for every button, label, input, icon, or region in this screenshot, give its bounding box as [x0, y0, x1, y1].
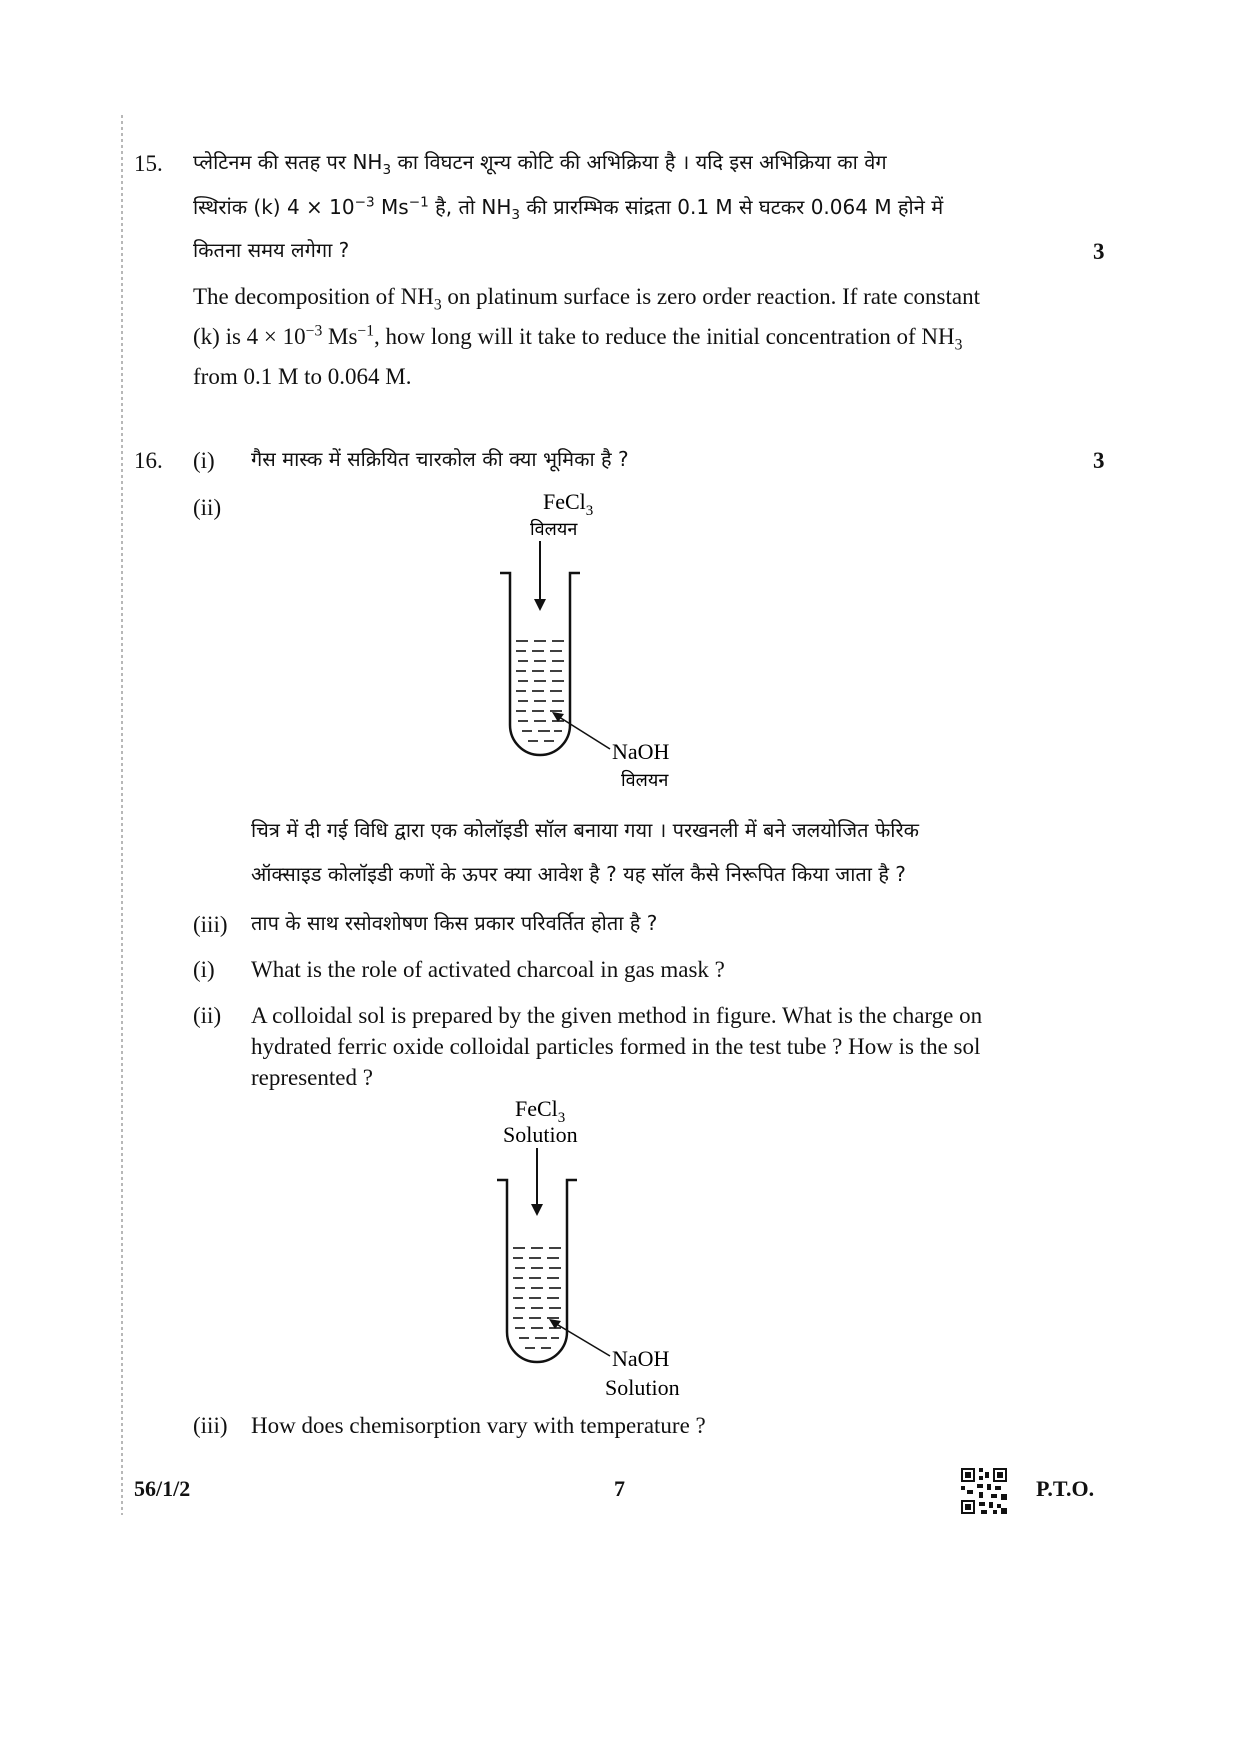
q16-en-ii-line-3: represented ?	[251, 1065, 373, 1090]
q16-hi-i-label: (i)	[193, 448, 215, 473]
figure-hi-top-label: विलयन	[530, 519, 578, 540]
figure-hi-naoh: NaOH	[612, 739, 670, 764]
figure-hi-bottom-label: विलयन	[621, 770, 669, 791]
q16-hi-ii-line-1: चित्र में दी गई विधि द्वारा एक कोलॉइडी सॉल बनाया गया । परखनली में बने जलयोजित फेरिक	[251, 818, 920, 842]
q16-en-iii-text: How does chemisorption vary with temperature ?	[251, 1413, 706, 1438]
figure-test-tube-hindi	[470, 485, 710, 795]
q16-en-iii-label: (iii)	[193, 1413, 228, 1438]
q16-hi-iii-text: ताप के साथ रसोवशोषण किस प्रकार परिवर्तित होता है ?	[251, 911, 658, 935]
figure-hi-fecl3: FeCl$_3$	[543, 489, 594, 519]
q15-hindi-line-3: कितना समय लगेगा ?	[193, 238, 350, 262]
q15-english-line-1: The decomposition of $NH_3$ on platinum surface is zero order reaction. If rate constant	[193, 284, 980, 314]
figure-en-naoh: NaOH	[612, 1346, 670, 1371]
figure-en-top-label: Solution	[503, 1122, 578, 1147]
q16-marks: 3	[1093, 448, 1105, 473]
figure-en-bottom-label: Solution	[605, 1375, 680, 1400]
qr-code-icon	[961, 1468, 1007, 1514]
q16-hi-iii-label: (iii)	[193, 912, 228, 937]
q16-hi-i-text: गैस मास्क में सक्रियित चारकोल की क्या भूमिका है ?	[251, 447, 629, 471]
q16-hi-ii-line-2: ऑक्साइड कोलॉइडी कणों के ऊपर क्या आवेश है ? यह सॉल कैसे निरूपित किया जाता है ?	[251, 862, 906, 886]
q16-number: 16.	[134, 448, 163, 473]
q15-marks: 3	[1093, 239, 1105, 264]
q15-hindi-line-2: स्थिरांक (k) $4 \times 10^{-3}$ $Ms^{-1}$ है, तो $NH_3$ की प्रारम्भिक सांद्रता 0.1 M से घटकर 0.064 M होने में	[193, 194, 944, 223]
figure-en-fecl3: FeCl$_3$	[515, 1096, 566, 1126]
footer-pto: P.T.O.	[1036, 1476, 1095, 1501]
q15-hindi-line-1: प्लेटिनम की सतह पर $NH_3$ का विघटन शून्य कोटि की अभिक्रिया है । यदि इस अभिक्रिया का वेग	[193, 150, 887, 178]
footer-page-number: 7	[614, 1476, 625, 1501]
q16-en-ii-line-2: hydrated ferric oxide colloidal particles formed in the test tube ? How is the sol	[251, 1034, 981, 1059]
q16-en-ii-label: (ii)	[193, 1003, 222, 1028]
footer-paper-code: 56/1/2	[134, 1476, 191, 1501]
q15-english-line-3: from 0.1 M to 0.064 M.	[193, 364, 412, 389]
margin-security-strip	[121, 115, 123, 1515]
figure-test-tube-english	[470, 1092, 710, 1402]
q15-number: 15.	[134, 151, 163, 176]
q16-en-i-label: (i)	[193, 957, 215, 982]
q15-english-line-2: (k) is $4 \times 10^{-3}$ $Ms^{-1}$, how long will it take to reduce the initial concentration of $NH_3$	[193, 322, 963, 354]
q16-hi-ii-label: (ii)	[193, 495, 222, 520]
q16-en-i-text: What is the role of activated charcoal in gas mask ?	[251, 957, 725, 982]
q16-en-ii-line-1: A colloidal sol is prepared by the given method in figure. What is the charge on	[251, 1003, 983, 1028]
